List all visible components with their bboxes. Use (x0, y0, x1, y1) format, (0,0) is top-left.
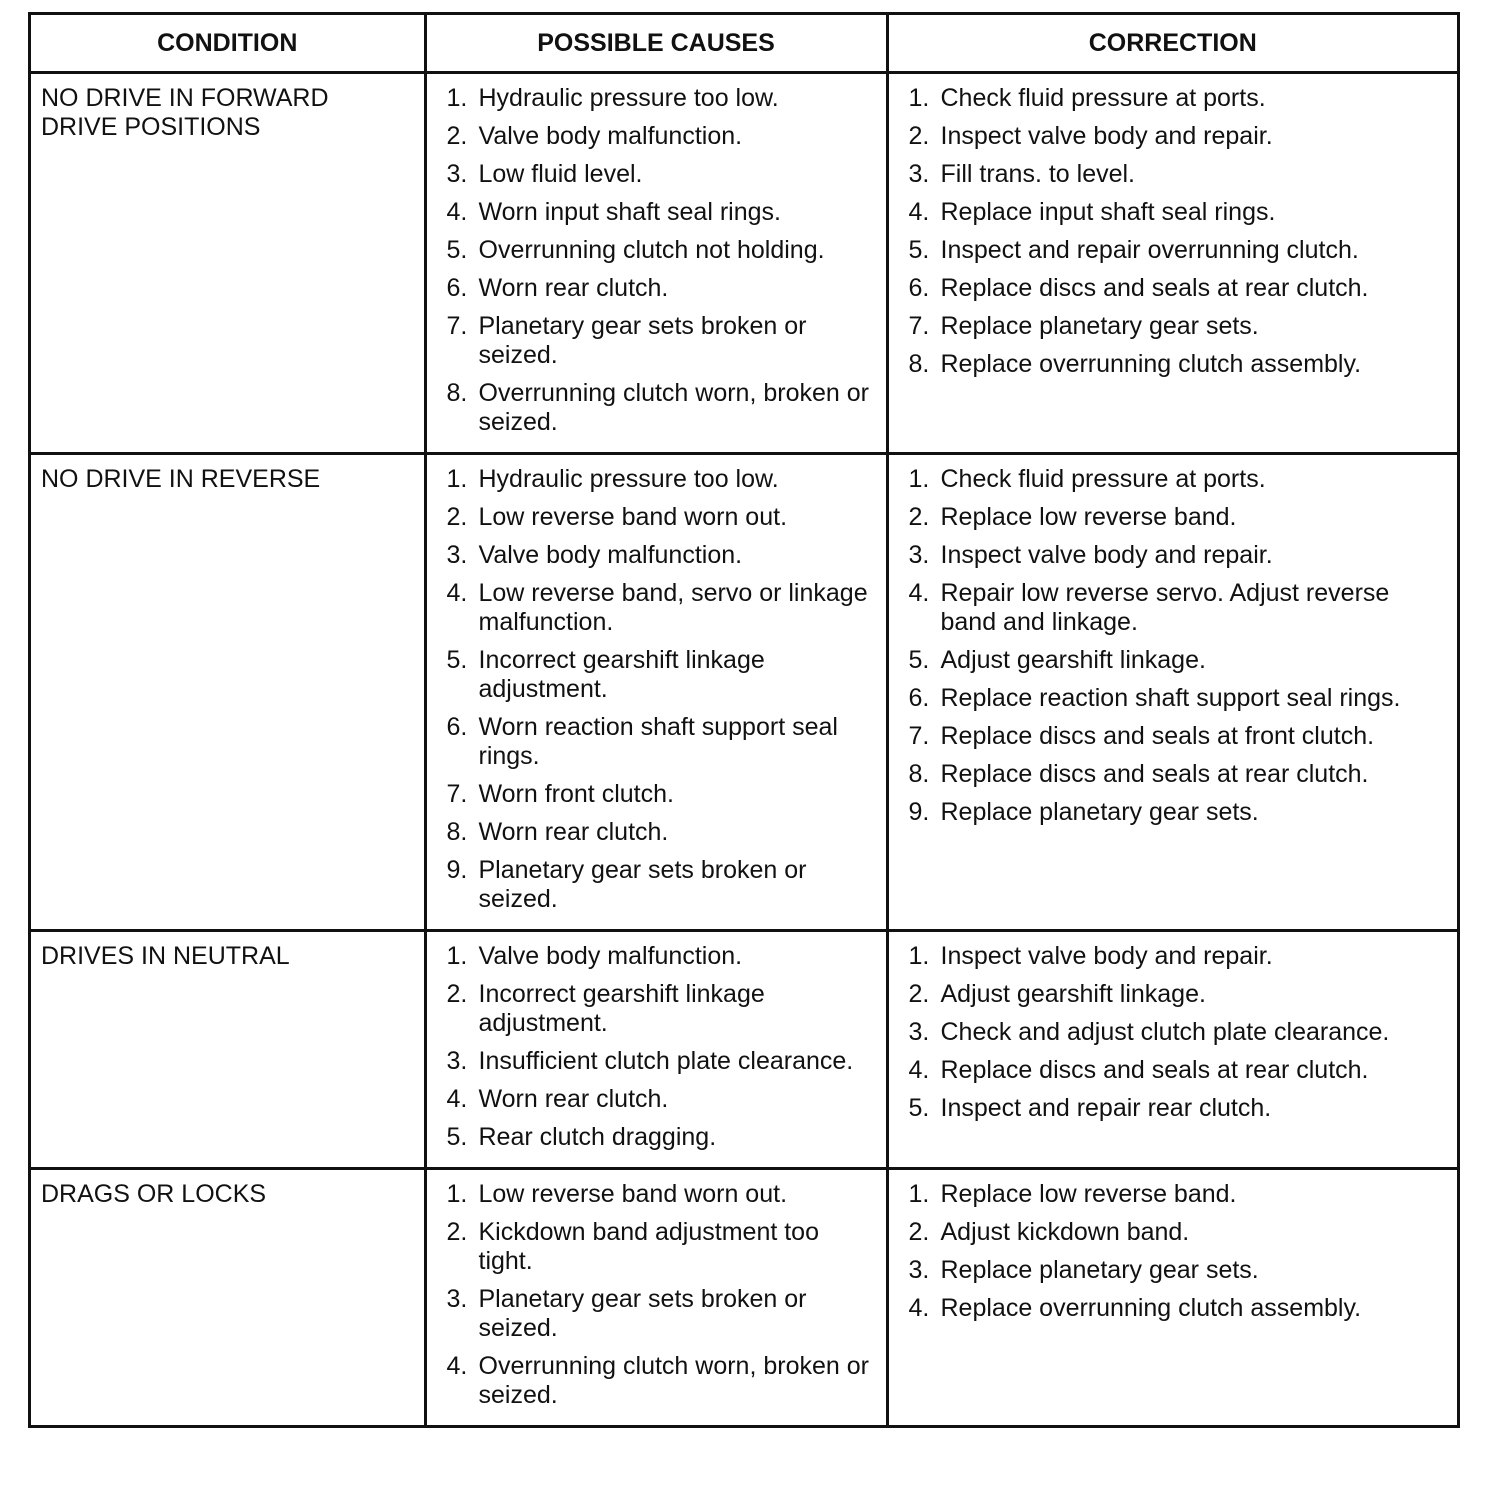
correction-cell-list (899, 942, 1448, 1123)
possible-causes-cell (425, 73, 887, 454)
item-number: 1. (446, 465, 468, 493)
item-text: Replace discs and seals at rear clutch. (940, 274, 1369, 302)
item-number: 5. (446, 236, 468, 264)
correction-item (909, 579, 1448, 637)
cause-item (447, 160, 876, 189)
correction-item (909, 1094, 1448, 1123)
item-number: 8. (908, 350, 930, 378)
possible-causes-cell (425, 1169, 887, 1426)
correction-item (909, 1294, 1448, 1323)
cause-item (447, 236, 876, 265)
condition-cell (31, 454, 425, 931)
correction-item (909, 274, 1448, 303)
condition-text: DRIVES IN NEUTRAL (41, 942, 290, 970)
item-text: Rear clutch dragging. (478, 1123, 717, 1151)
item-text: Adjust gearshift linkage. (940, 980, 1206, 1008)
item-text: Check and adjust clutch plate clearance. (940, 1018, 1390, 1046)
item-number: 9. (908, 798, 930, 826)
item-text: Check fluid pressure at ports. (940, 84, 1266, 112)
correction-item (909, 1218, 1448, 1247)
item-text: Replace input shaft seal rings. (940, 198, 1276, 226)
item-text: Inspect valve body and repair. (940, 541, 1273, 569)
item-text: Repair low reverse servo. Adjust reverse band and linkage. (940, 579, 1390, 636)
cause-item (447, 1123, 876, 1152)
item-number: 2. (446, 1218, 468, 1246)
item-number: 8. (446, 379, 468, 407)
item-number: 4. (446, 198, 468, 226)
item-number: 6. (908, 684, 930, 712)
item-text: Inspect valve body and repair. (940, 942, 1273, 970)
item-number: 3. (908, 541, 930, 569)
item-text: Adjust gearshift linkage. (940, 646, 1206, 674)
correction-item (909, 646, 1448, 675)
item-text: Worn front clutch. (478, 780, 674, 808)
item-number: 4. (908, 1294, 930, 1322)
item-number: 3. (446, 160, 468, 188)
cause-item (447, 818, 876, 847)
item-text: Valve body malfunction. (478, 541, 743, 569)
correction-item (909, 684, 1448, 713)
item-text: Planetary gear sets broken or seized. (478, 856, 807, 913)
cause-item (447, 1180, 876, 1209)
correction-cell-list (899, 1180, 1448, 1323)
cause-item (447, 980, 876, 1038)
cause-item (447, 1047, 876, 1076)
correction-item (909, 760, 1448, 789)
item-number: 1. (446, 84, 468, 112)
item-number: 5. (908, 1094, 930, 1122)
correction-item (909, 236, 1448, 265)
item-number: 1. (446, 1180, 468, 1208)
item-number: 2. (446, 980, 468, 1008)
item-number: 6. (446, 713, 468, 741)
item-number: 8. (446, 818, 468, 846)
condition-text: NO DRIVE IN REVERSE (41, 465, 321, 493)
cause-item (447, 646, 876, 704)
item-text: Fill trans. to level. (940, 160, 1136, 188)
item-number: 3. (908, 160, 930, 188)
item-number: 2. (908, 503, 930, 531)
item-number: 3. (446, 541, 468, 569)
item-text: Replace discs and seals at rear clutch. (940, 760, 1369, 788)
correction-item (909, 980, 1448, 1009)
possible-causes-cell (425, 454, 887, 931)
table-row (31, 73, 1457, 454)
item-text: Adjust kickdown band. (940, 1218, 1190, 1246)
correction-item (909, 942, 1448, 971)
item-text: Incorrect gearshift linkage adjustment. (478, 646, 765, 703)
cause-item (447, 198, 876, 227)
correction-header: CORRECTION (887, 15, 1457, 73)
item-number: 4. (908, 579, 930, 607)
correction-cell (887, 73, 1457, 454)
item-text: Overrunning clutch worn, broken or seized. (478, 1352, 869, 1409)
item-text: Replace planetary gear sets. (940, 312, 1259, 340)
item-text: Replace reaction shaft support seal rings. (940, 684, 1401, 712)
cause-item (447, 312, 876, 370)
condition-cell (31, 1169, 425, 1426)
cause-item (447, 579, 876, 637)
correction-item (909, 312, 1448, 341)
correction-item (909, 160, 1448, 189)
item-number: 5. (446, 1123, 468, 1151)
item-number: 1. (908, 942, 930, 970)
cause-item (447, 465, 876, 494)
item-text: Replace discs and seals at front clutch. (940, 722, 1375, 750)
correction-item (909, 503, 1448, 532)
item-text: Valve body malfunction. (478, 942, 743, 970)
correction-cell (887, 454, 1457, 931)
condition-text: NO DRIVE IN FORWARD DRIVE POSITIONS (41, 84, 329, 141)
condition-cell (31, 73, 425, 454)
item-number: 4. (446, 1352, 468, 1380)
item-text: Inspect and repair overrunning clutch. (940, 236, 1359, 264)
item-number: 6. (446, 274, 468, 302)
item-number: 6. (908, 274, 930, 302)
cause-item (447, 856, 876, 914)
cause-item (447, 942, 876, 971)
item-number: 1. (908, 84, 930, 112)
item-number: 4. (446, 1085, 468, 1113)
cause-item (447, 274, 876, 303)
item-number: 9. (446, 856, 468, 884)
item-number: 5. (908, 646, 930, 674)
possible-causes-cell-list (437, 942, 876, 1152)
item-text: Hydraulic pressure too low. (478, 84, 779, 112)
correction-item (909, 122, 1448, 151)
correction-cell-list (899, 84, 1448, 379)
correction-cell (887, 931, 1457, 1169)
item-number: 2. (908, 1218, 930, 1246)
table-row (31, 1169, 1457, 1426)
item-text: Overrunning clutch worn, broken or seized. (478, 379, 869, 436)
item-number: 2. (908, 122, 930, 150)
cause-item (447, 379, 876, 437)
item-text: Replace planetary gear sets. (940, 798, 1259, 826)
item-text: Low reverse band worn out. (478, 1180, 788, 1208)
correction-item (909, 1180, 1448, 1209)
item-text: Worn input shaft seal rings. (478, 198, 781, 226)
item-text: Planetary gear sets broken or seized. (478, 312, 807, 369)
item-text: Replace discs and seals at rear clutch. (940, 1056, 1369, 1084)
item-text: Replace planetary gear sets. (940, 1256, 1259, 1284)
diagnosis-table (31, 15, 1457, 1425)
correction-item (909, 350, 1448, 379)
item-number: 3. (446, 1047, 468, 1075)
condition-header: CONDITION (31, 15, 425, 73)
item-number: 1. (908, 465, 930, 493)
item-number: 1. (446, 942, 468, 970)
item-text: Replace overrunning clutch assembly. (940, 350, 1362, 378)
item-text: Low fluid level. (478, 160, 643, 188)
item-text: Kickdown band adjustment too tight. (478, 1218, 819, 1275)
item-number: 7. (446, 312, 468, 340)
possible-causes-header: POSSIBLE CAUSES (425, 15, 887, 73)
possible-causes-cell (425, 931, 887, 1169)
item-text: Insufficient clutch plate clearance. (478, 1047, 854, 1075)
cause-item (447, 1085, 876, 1114)
item-text: Planetary gear sets broken or seized. (478, 1285, 807, 1342)
condition-text: DRAGS OR LOCKS (41, 1180, 267, 1208)
cause-item (447, 713, 876, 771)
correction-item (909, 1056, 1448, 1085)
item-number: 3. (446, 1285, 468, 1313)
item-number: 7. (908, 312, 930, 340)
item-number: 4. (446, 579, 468, 607)
item-text: Worn rear clutch. (478, 1085, 669, 1113)
item-text: Incorrect gearshift linkage adjustment. (478, 980, 765, 1037)
correction-item (909, 798, 1448, 827)
item-text: Overrunning clutch not holding. (478, 236, 825, 264)
item-number: 2. (908, 980, 930, 1008)
correction-item (909, 84, 1448, 113)
item-text: Replace low reverse band. (940, 503, 1237, 531)
item-text: Worn rear clutch. (478, 274, 669, 302)
item-text: Replace overrunning clutch assembly. (940, 1294, 1362, 1322)
possible-causes-cell-list (437, 465, 876, 914)
item-number: 3. (908, 1256, 930, 1284)
diagnosis-table-frame (28, 12, 1460, 1428)
correction-item (909, 541, 1448, 570)
item-number: 8. (908, 760, 930, 788)
cause-item (447, 780, 876, 809)
item-text: Inspect and repair rear clutch. (940, 1094, 1272, 1122)
item-number: 2. (446, 122, 468, 150)
correction-item (909, 1256, 1448, 1285)
correction-item (909, 198, 1448, 227)
condition-cell (31, 931, 425, 1169)
item-number: 7. (908, 722, 930, 750)
item-number: 5. (446, 646, 468, 674)
table-row (31, 454, 1457, 931)
cause-item (447, 122, 876, 151)
cause-item (447, 1285, 876, 1343)
item-number: 1. (908, 1180, 930, 1208)
item-number: 2. (446, 503, 468, 531)
cause-item (447, 84, 876, 113)
item-text: Inspect valve body and repair. (940, 122, 1273, 150)
item-text: Hydraulic pressure too low. (478, 465, 779, 493)
item-text: Replace low reverse band. (940, 1180, 1237, 1208)
item-number: 4. (908, 198, 930, 226)
correction-item (909, 465, 1448, 494)
correction-item (909, 1018, 1448, 1047)
cause-item (447, 541, 876, 570)
item-text: Valve body malfunction. (478, 122, 743, 150)
item-number: 3. (908, 1018, 930, 1046)
item-text: Low reverse band, servo or linkage malfunction. (478, 579, 868, 636)
cause-item (447, 1352, 876, 1410)
item-text: Check fluid pressure at ports. (940, 465, 1266, 493)
cause-item (447, 1218, 876, 1276)
header-row (31, 15, 1457, 73)
correction-cell (887, 1169, 1457, 1426)
item-number: 5. (908, 236, 930, 264)
item-text: Worn rear clutch. (478, 818, 669, 846)
possible-causes-cell-list (437, 84, 876, 437)
item-number: 7. (446, 780, 468, 808)
cause-item (447, 503, 876, 532)
possible-causes-cell-list (437, 1180, 876, 1410)
correction-item (909, 722, 1448, 751)
item-number: 4. (908, 1056, 930, 1084)
table-body (31, 73, 1457, 1426)
correction-cell-list (899, 465, 1448, 827)
item-text: Low reverse band worn out. (478, 503, 788, 531)
table-row (31, 931, 1457, 1169)
item-text: Worn reaction shaft support seal rings. (478, 713, 838, 770)
